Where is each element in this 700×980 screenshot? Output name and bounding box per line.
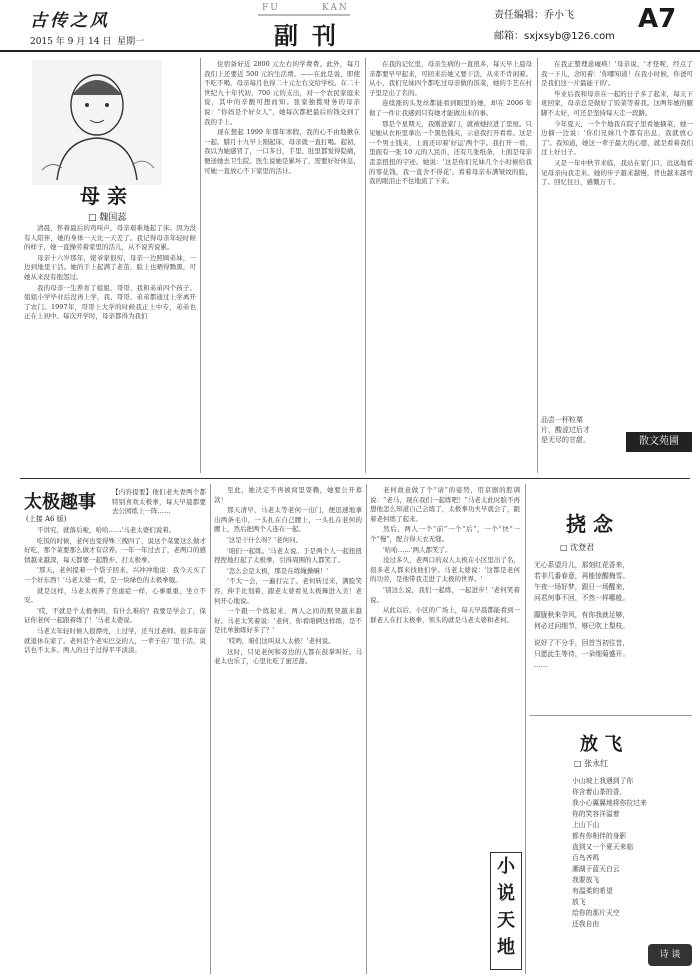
poem-line: 朦胧秋来孕风，有你我就足够，: [534, 611, 630, 619]
box-char: 说: [497, 883, 515, 904]
mother-byline: □ 魏国蕊: [88, 213, 127, 223]
paragraph: 吃饭的时候，老何也变得殊三拽四了，说这个菜要这么做才好吃，那个菜要那么做才有营养。一年一年过去了，老两口的感情越来越深，每天都要一起散步、打太极拳。: [24, 536, 206, 564]
poem-miss-byline: □ 沈登君: [560, 543, 595, 552]
section-roman-kan: KAN: [322, 3, 349, 13]
poem-line: 只愿此生等待，一朵细菊盛开。: [534, 650, 630, 658]
column-divider: [525, 484, 526, 974]
paragraph: 马老太年轻时候人很漂亮，上过学，还当过老师。很多年前就退休在家了。老何是个老实巴交的人，一辈子在厂里干活，说话也不太多。两人的日子过得平平淡淡。: [24, 626, 206, 655]
poem-line: 片，酸涩过后才: [541, 426, 590, 434]
paragraph: 母亲十六岁那年，姥爷家很穷，母亲一边照顾弟妹，一边到地里干活。她的手上起满了老茧，脸上也晒得黝黑，可她从来没有抱怨过。: [24, 253, 196, 281]
poem-fly-body: [572, 776, 690, 966]
poem-line: 无心系望月儿，那刻红花香来，: [534, 561, 630, 569]
mother-text-col2: [204, 60, 360, 472]
poem-line: ……: [534, 661, 548, 669]
poem-line: 午夜一场好梦，跟日一场醒来，: [534, 583, 630, 591]
poem-fly-byline: □ 张永红: [574, 759, 609, 768]
poem-line: 说好了不分手，回首当初往昔，: [534, 639, 630, 647]
email-line: 邮箱：sxjxsyb@126.com: [494, 31, 615, 42]
poem-line: 放飞: [572, 898, 586, 906]
poem-line: 还我自由: [572, 920, 600, 928]
paragraph: 住宿备好近 2800 元左右的学费费。此外，每月我们上还要近 500 元的生活费。——在此是说，即使不吃不喝，母亲每月也得二十元左右交给学校。在二十世纪九十年代初，700 元的支出，对一个农民家庭来说，其中的辛酸可想而知。张家独揽财务的母亲说：“你妈是个好女人”，她每次都把最后的钱交到了我的手上。: [204, 60, 360, 126]
paragraph: '这是干什么呀？'老何问。: [227, 535, 303, 544]
paragraph: 至此，她决定不再被窝里耍赖，她要公开募款！: [214, 486, 362, 504]
editor-line: 责任编辑：乔小飞: [494, 10, 574, 21]
mother-drawing-icon: [32, 60, 162, 185]
paragraph: 在我正整理患瘫痪！'母亲说，'才怪呢，经点了我一下儿，念叨着：'你哪知道！在我小时候，你爸可是我们这一片最能干的'。: [541, 60, 693, 88]
paragraph: 老何故意做了个“请”的姿势，用京剧的腔调说：“老马，现在我们一起练吧！”马老太此时脸不再想他怎么知道自己会练了，太极拳功夫早就会了，跟着老何练了起来。: [370, 486, 520, 523]
poem-line: 我要放飞: [572, 876, 600, 884]
poem-line: 直到又一个夏天来临: [572, 843, 634, 851]
poem-line: 你的笑容洋溢着: [572, 810, 620, 818]
poem-miss-body: [534, 560, 692, 710]
paragraph: '不大一会，一遍打完了。老何转过来，满脸笑容，伸手比划着，跟老太婆看见太极舞进入美！老何开心地说。: [214, 577, 362, 605]
poem-line: 你含着山茶的香，: [572, 788, 627, 796]
poem-line: 上山下山: [572, 821, 600, 829]
box-char: 小: [497, 856, 515, 877]
poem-line: 若非几番春意，再能惊醒梅雪。: [534, 572, 630, 580]
paragraph: '咱们一起练。'马老太说。于是两个人一起扭扭捏捏地打起了太极拳，引得周围的人都笑了。: [214, 546, 362, 565]
section-divider-horizontal: [20, 478, 690, 479]
paragraph: 又是一年中秋节来临，我站在家门口，远远地看见母亲向我走来。她的步子越来越慢，背也越来越弯了。回忆往日，感慨万千。: [541, 158, 693, 187]
poem-fly-title: 放 飞: [580, 734, 623, 755]
poem-line: 我小心翼翼地将你拉过来: [572, 799, 647, 807]
paragraph: 一个跟一个练起来，两人之间的默契越来越好。马老太笑着说：'老何，你看咱俩这样练，是不是比单独练好多了？': [214, 607, 362, 635]
paragraph: 不讲究，就落后啦，哈哈……'马老太婆们说着。: [37, 526, 176, 534]
paragraph: 这时，只见老何和旁边的人都在鼓掌叫好。马老太也乐了，心里比吃了蜜还甜。: [214, 647, 362, 666]
paragraph: 在我的记忆里，母亲生病的一直很多，每天早上晨母亲都要早早起来，可回来后她又要干活，从来不肯闲着。从小，我们兄妹四个都吃过母亲做的饭菜，她的手艺在村子里是出了名的。: [369, 60, 532, 97]
paragraph: 现在想起 1999 年那年寒假，我的心不由地揪在一起。腊月十九早上刚起床，母亲就一直打喝。起初，我以为她感冒了，一口多日，手里、肚里都觉得隐痛，便送她去卫生院。医生说她是累坏了，需要好好休息，可她一直放心不下家里的活计。: [204, 128, 360, 175]
section-title: 副刊: [274, 21, 350, 50]
poem-section-tag: 诗 谈: [648, 944, 692, 966]
paragraph: '那天，老何提着一个袋子回来，兴冲冲地说：我今天买了一个好东西！'马老太婆一看，是一块绿色的太极拳服。: [24, 566, 206, 584]
box-char: 天: [497, 910, 515, 931]
column-divider: [366, 484, 367, 974]
taiji-byline: (上接 A6 版): [26, 515, 67, 523]
paragraph: 我的母亲一生养育了姐姐、哥哥、我和弟弟四个孩子。姐姐小学毕业后没再上学，我、哥哥、弟弟都通过上学离开了农门。1997年，哥哥上大学的时候我正上中专，弟弟也正在上初中。每次开学时，母亲都得为我们: [24, 283, 196, 321]
poem-line: 品尝一杯粒栗: [541, 416, 583, 424]
taiji-intro: 【内容提要】他们老夫妻两个都特别喜欢太极拳，每天早晨都要去公园练上一阵……: [112, 488, 206, 516]
essay-closing-lines: [541, 415, 621, 470]
column-divider: [200, 58, 201, 473]
paragraph: 清晨，怀着最后的鸡叫声，母亲艰难地起了床。因为没有人陪伴，她的身体一天比一天差了。我记得母亲年轻时候的样子，她一直操劳着家里的活儿，从不说苦说累。: [24, 224, 196, 252]
poem-line: 问君何事不回，不然一样哪般。: [534, 594, 630, 602]
mother-text-col3: [369, 60, 532, 472]
section-roman-fu: FU: [262, 3, 280, 13]
poem-line: 给你的那片天空: [572, 909, 620, 917]
paragraph: '别这么说，我们一起练，一起进步！'老何笑着说。: [370, 585, 520, 604]
mother-illustration: [32, 60, 162, 185]
page-header: [0, 0, 700, 52]
paragraph: '怎么会是太极，那是在练绳操嘛！': [227, 566, 329, 575]
paragraph: 毕业后我和母亲在一起的日子多了起来，每天下班回家，母亲总是做好了饭菜等着我。这两年她的腿脚不太好，可还是坚持每天走一段路。: [541, 89, 693, 117]
poem-line: 是无尽的甘甜。: [541, 436, 590, 444]
paragraph: 然后，两人一个“前”一个“后”，一个“快”一个“慢”，配合得天衣无缝。: [370, 525, 520, 543]
column-divider: [365, 58, 366, 473]
newspaper-name: 古传之风: [30, 11, 110, 31]
paragraph: 就是这样，马老太极养了焦虑症一样，心事重重，坐立不安。: [24, 586, 206, 605]
box-char: 地: [497, 937, 515, 958]
poem-line: 小山坡上我遇到了你: [572, 777, 634, 785]
taiji-text-col1: [24, 526, 206, 972]
paragraph: '哎哟，咱们这叫双人太极！'老何说。: [227, 636, 335, 645]
poem-divider: [530, 715, 692, 716]
poem-line: 潮湖于蓝天白云: [572, 865, 620, 873]
page-number: A7: [638, 4, 677, 34]
poem-line: 有温柔的希望: [572, 887, 613, 895]
paragraph: 今年夏天，一个个地我在院子里看她摘菜，她一边摘一边说：'你们兄妹几个都有出息，我就放心了'。我知道，她这一辈子最大的心愿，就是看着我们过上好日子。: [541, 119, 693, 157]
poem-line: 何必过问细节，够已吹上梨枝。: [534, 622, 630, 630]
mother-text-col4: [541, 60, 693, 412]
column-divider: [537, 58, 538, 473]
poem-miss-title: 挠 念: [566, 512, 613, 536]
column-divider: [210, 484, 211, 974]
poem-line: 都有你相伴的身影: [572, 832, 627, 840]
paragraph: 那是个星期天，我刚进家门，就被她拉进了里屋。只见她从衣柜里拿出一个黑色钱夹，示意我打开看看。这是一个男士钱夹，上面还印着'好运'两个字。我打开一看，里面有一张 10 元的人民币，还有几张纸条，上面是母亲歪歪扭扭的字迹。她说：'这是你们兄妹几个小时候给我的零花钱，我一直舍不得花'。看着母亲布满皱纹的脸，我的眼泪止不住地流了下来。: [369, 119, 532, 186]
issue-date: 2015 年 9 月 14 日 星期一: [30, 37, 145, 47]
taiji-title: 太极趣事: [24, 492, 96, 513]
paragraph: 连续涨的头发丝都能看到眼里的她，却在 2006 年做了一件让我感到只有她才能做出来的事。: [369, 99, 532, 117]
taiji-text-col2: [214, 486, 362, 972]
poem-line: 百鸟齐鸣: [572, 854, 600, 862]
essay-section-tag: 散文苑圃: [626, 432, 692, 452]
mother-title: 母 亲: [80, 184, 127, 208]
paragraph: 没过多久，老两口的双人太极在小区里出了名，很多老人都来找他们学。马老太婆说：'这都是老何的功劳，是他带我走进了太极的世界。': [370, 556, 520, 584]
mother-text-col1: [24, 224, 196, 474]
fiction-section-box: [490, 852, 522, 970]
paragraph: '哎，不就是个太极拳吗，有什么难的？我要是学会了，保证你老何一起跟着练了！'马老太婆说。: [24, 606, 206, 625]
paragraph: '哈哈……'两人都笑了。: [383, 545, 452, 554]
paragraph: 那天清早，马老太等老何一出门，便迅速地拿出两条毛巾，一头扎在自己腰上，一头扎在老何的腰上，然后把两个人连在一起。: [214, 506, 362, 534]
paragraph: 从此以后，小区的广场上，每天早晨都能看到一群老人在打太极拳，领头的就是马老太婆和老何。: [370, 606, 520, 624]
